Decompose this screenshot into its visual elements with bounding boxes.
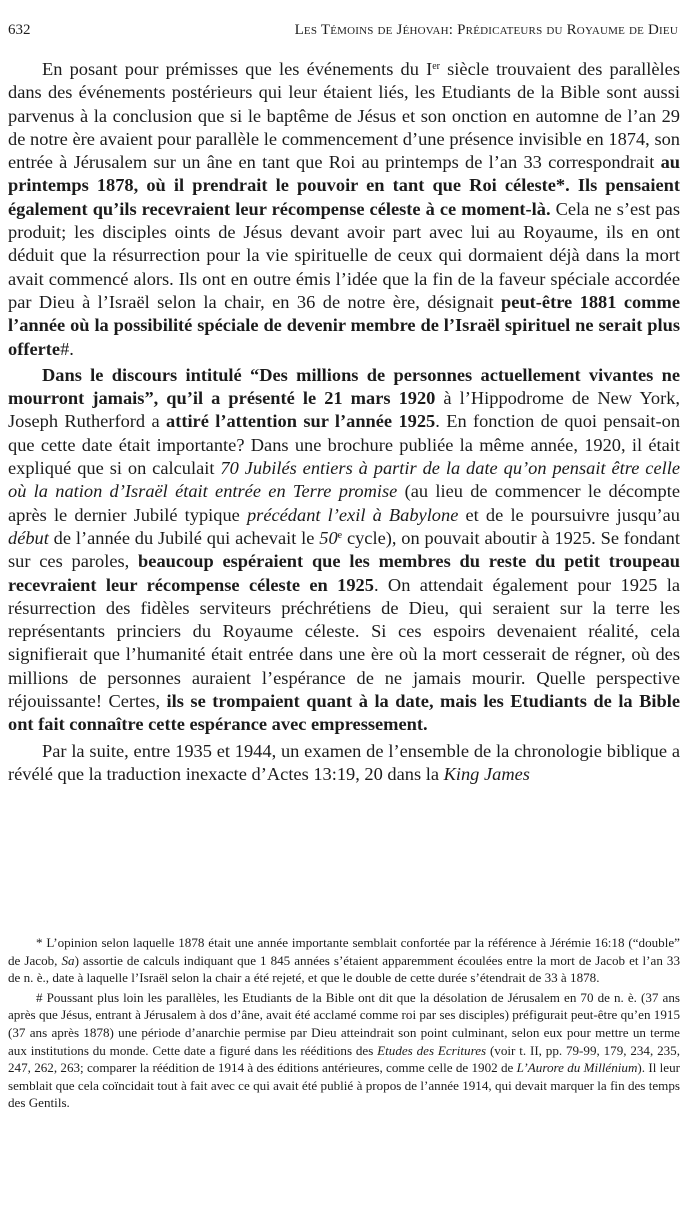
footnote-1 [8,934,680,987]
text-run: I [426,59,433,79]
footnote-2 [8,989,680,1112]
footnote-text: ). Il leur semblait que cela coïncidait tout à fait avec ce qui avait été publié à propos de l’année 1914, qui devait marquer la fin des temps des Gentils. [8,1060,680,1111]
italic-run: début [8,527,49,548]
footnote-text: (voir t. II, pp. 79-99, 179, 234, 235, 247, 262, 263; comparer la réédition de 1914 à des éditions antérieures, comme celle de 1902 de [8,1042,680,1076]
footnote-text: * L’opinion selon laquelle 1878 était une année importante semblait confortée par la référence à Jérémie 16:18 (“double” de Jacob, [8,935,680,968]
italic-run: 50 [319,527,338,548]
text-run: . On attendait également pour 1925 la résurrection des fidèles serviteurs préchrétiens de Dieu, qui seraient sur la terre les représentants princiers du Royaume céleste. Si ces espoirs devenaient réalité, cela signifierait que l’humanité était entrée dans une ère où la mort cesserait de régner, où des millions de personnes auraient l’espérance de ne jamais mourir. Quelle perspective réjouissante! Certes, [8,574,680,712]
text-run: #. [60,338,74,359]
footnotes [8,934,680,1112]
bold-run: Dans le discours intitulé “Des millions de personnes actuellement vivantes ne mourront jamais”, qu’il a présenté le 21 mars 1920 [8,364,680,409]
page-header [8,22,678,42]
text-run: Cela ne s’est pas produit; les disciples oints de Jésus devant avoir part avec lui au Royaume, ils en ont déduit que la résurrection pour la vie spirituelle de ceux qui dormaient déjà dans la mort avait commencé alors. Ils ont en outre émis l’idée que la fin de la faveur spéciale accordée par Dieu à l’Israël selon la chair, en 36 de notre ère, désignait [8,198,680,312]
text-run: siècle trouvaient des parallèles dans des événements postérieurs qui leur étaient liés, les Etudiants de la Bible sont aussi parvenus à la conclusion que si le baptême de Jésus et son onction en automne de l’an 29 de notre ère avaient pour parallèle le commencement d’une présence invisible en 1874, son entrée à Jérusalem sur un âne en tant que Roi au printemps de l’an 33 correspondrait [8,59,680,173]
paragraph-1 [8,58,680,361]
italic-run: L’Aurore du Millénium [516,1060,638,1076]
footnote-text: ) assortie de calculs indiquant que 1 845 années s’étaient apparemment écoulées entre la mort de Jacob et l’an 33 de n. è., date à laquelle l’Israël selon la chair a été rejeté, et que le double de cette durée s’étendrait de 33 à 1878. [8,952,680,986]
bold-run: au printemps 1878, où il prendrait le pouvoir en tant que Roi céleste*. Ils pensaient également qu’ils recevraient leur récompense céleste à ce moment-là. [8,152,680,219]
superscript: e [337,529,343,541]
italic-run: précédant l’exil à Babylone [246,504,459,525]
italic-run: Sa [61,952,75,968]
text-run: . En fonction de quoi pensait-on que cette date était importante? Dans une brochure publiée la même année, 1920, il était expliqué que si on calculait [8,411,681,479]
paragraph-3 [8,740,680,787]
paragraph-2 [8,364,680,737]
text-run: Par la suite, entre 1935 et 1944, un examen de l’ensemble de la chronologie biblique a révélé que la traduction inexacte d’Actes 13:19, 20 dans la [8,740,680,784]
bold-run: peut-être 1881 comme l’année où la possibilité spéciale de devenir membre de l’Israël spirituel ne serait plus offerte [8,291,680,359]
running-head: Les Témoins de Jéhovah: Prédicateurs du Royaume de Dieu [294,22,678,38]
text-run: (au lieu de commencer le décompte après le dernier Jubilé typique [8,481,680,525]
italic-run: 70 Jubilés entiers à partir de la date qu’on pensait être celle où la nation d’Israël était entrée en Terre promise [8,458,681,502]
page-number: 632 [8,22,31,38]
text-run: cycle), on pouvait aboutir à 1925. Se fondant sur ces paroles, [8,527,680,572]
text-run: à l’Hippodrome de New York, Joseph Rutherford a [8,388,680,432]
footnote-text: # Poussant plus loin les parallèles, les Etudiants de la Bible ont dit que la désolation de Jérusalem en 70 de n. è. (37 ans après que Jésus, entrant à Jérusalem à dos d’âne, avait été acclamé comme roi par ses disciples) préfigurait peut-être qu’en 1915 (37 ans après 1878) une période d’anarchie permise par Dieu atteindrait son point culminant, selon eux pour mettre un terme aux institutions du monde. Cette date a figuré dans les rééditions des [8,989,680,1058]
bold-run: attiré l’attention sur l’année 1925 [166,411,436,432]
text-run: En posant pour prémisses que les événements du [42,59,427,79]
bold-run: beaucoup espéraient que les membres du reste du petit troupeau recevraient leur récompense céleste en 1925 [8,551,680,595]
italic-run: Etudes des Ecritures [377,1042,487,1058]
text-run: et de le poursuivre jusqu’au [458,504,680,525]
bold-run: ils se trompaient quant à la date, mais les Etudiants de la Bible ont fait connaître cette espérance avec empressement. [8,691,680,735]
italic-run: King James [443,763,530,784]
body-text [8,58,680,786]
superscript: er [432,61,440,72]
text-run: de l’année du Jubilé qui achevait le [48,527,320,548]
